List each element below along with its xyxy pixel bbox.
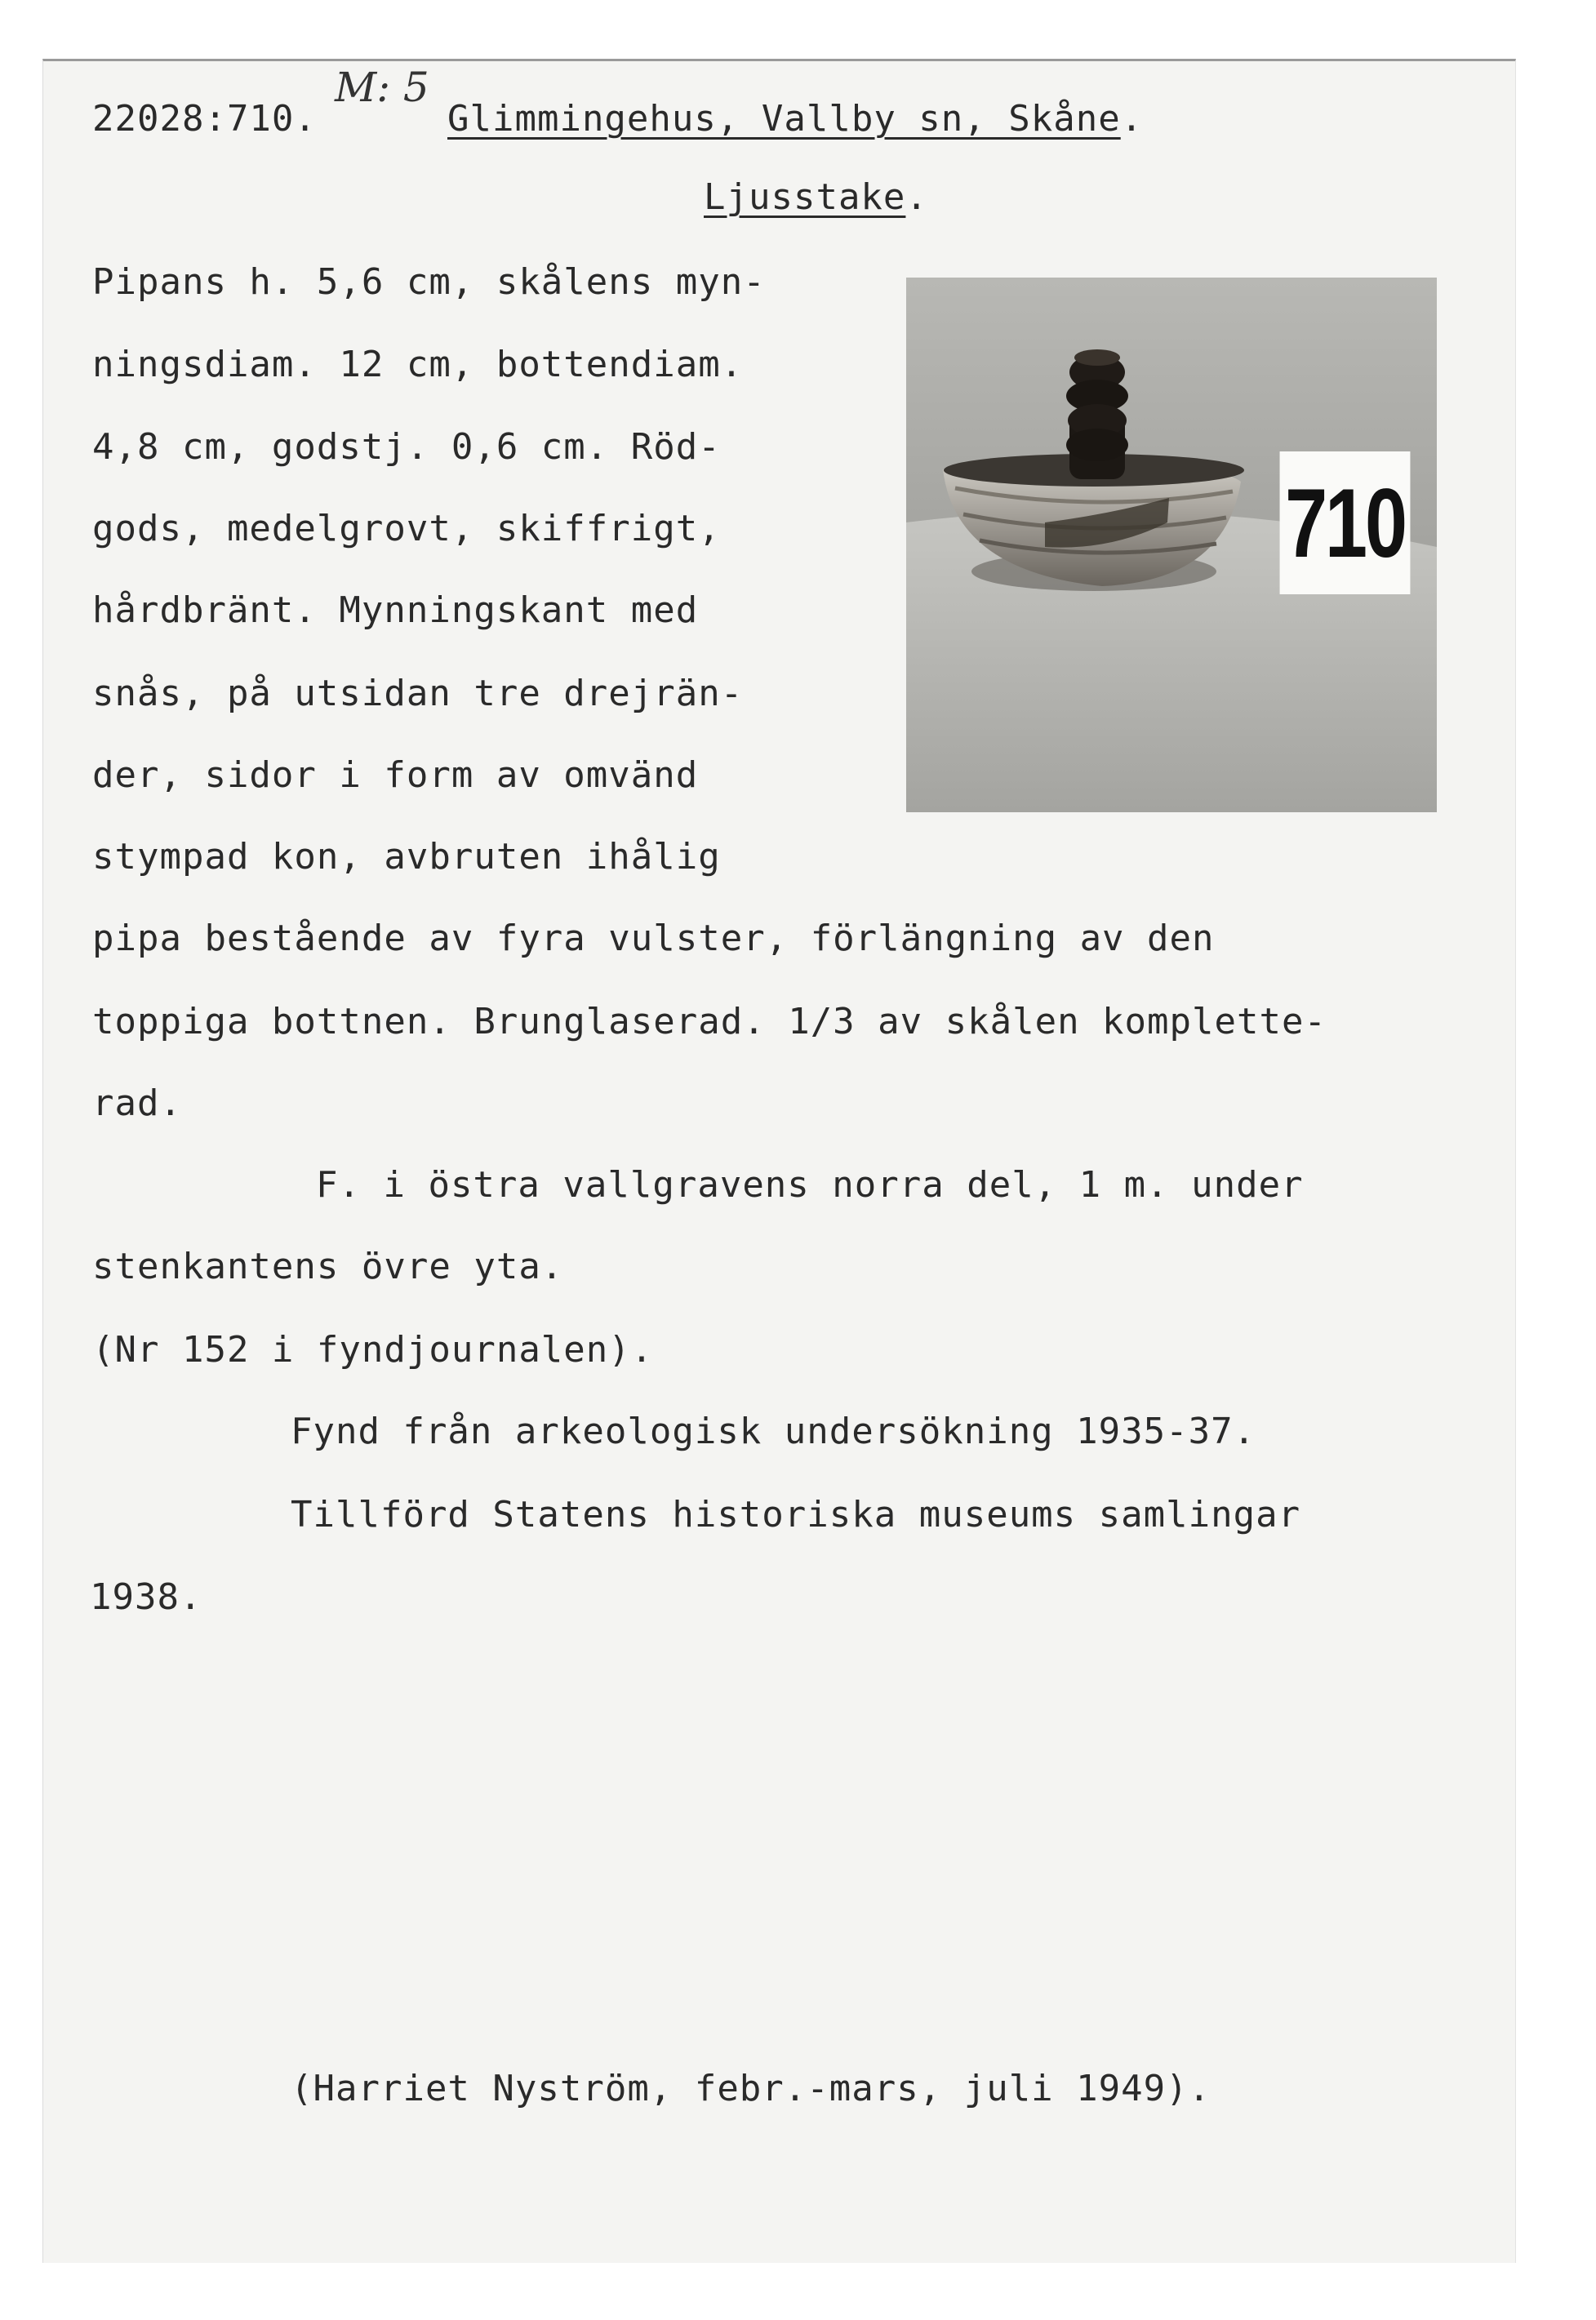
description-line: stympad kon, avbruten ihålig — [92, 836, 721, 878]
provenance-line: Fynd från arkeologisk undersökning 1935-37. — [291, 1411, 1256, 1452]
description-line: der, sidor i form av omvänd — [92, 754, 699, 796]
object-end: . — [905, 176, 928, 218]
description-line: Pipans h. 5,6 cm, skålens myn- — [92, 261, 766, 303]
description-line: gods, medelgrovt, skiffrigt, — [92, 508, 721, 549]
description-line: rad. — [92, 1082, 182, 1124]
find-location-line: (Nr 152 i fyndjournalen). — [92, 1329, 654, 1371]
find-location-line: F. i östra vallgravens norra del, 1 m. under — [316, 1164, 1304, 1206]
site-heading — [447, 96, 1143, 142]
site-name: Glimmingehus, Vallby sn, Skåne — [447, 98, 1121, 140]
description-line: snås, på utsidan tre drejrän- — [92, 673, 744, 714]
provenance-line: Tillförd Statens historiska museums samlingar — [291, 1494, 1301, 1536]
provenance-line: 1938. — [90, 1576, 202, 1618]
description-line: ningsdiam. 12 cm, bottendiam. — [92, 344, 744, 385]
site-end: . — [1120, 98, 1144, 140]
description-line: pipa bestående av fyra vulster, förlängning av den — [92, 918, 1215, 959]
catalog-number: 22028:710. — [92, 98, 317, 140]
object-name: Ljusstake — [704, 176, 906, 218]
description-line: hårdbränt. Mynningskant med — [92, 589, 699, 631]
object-heading — [704, 175, 928, 220]
find-location-line: stenkantens övre yta. — [92, 1246, 564, 1287]
cataloguer-signature: (Harriet Nyström, febr.-mars, juli 1949). — [291, 2068, 1211, 2109]
photo-number-label: 710 — [1280, 451, 1411, 594]
description-line: 4,8 cm, godstj. 0,6 cm. Röd- — [92, 426, 721, 468]
description-line: toppiga bottnen. Brunglaserad. 1/3 av skålen komplette- — [92, 1001, 1327, 1042]
handwritten-note: M: 5 — [335, 64, 429, 111]
